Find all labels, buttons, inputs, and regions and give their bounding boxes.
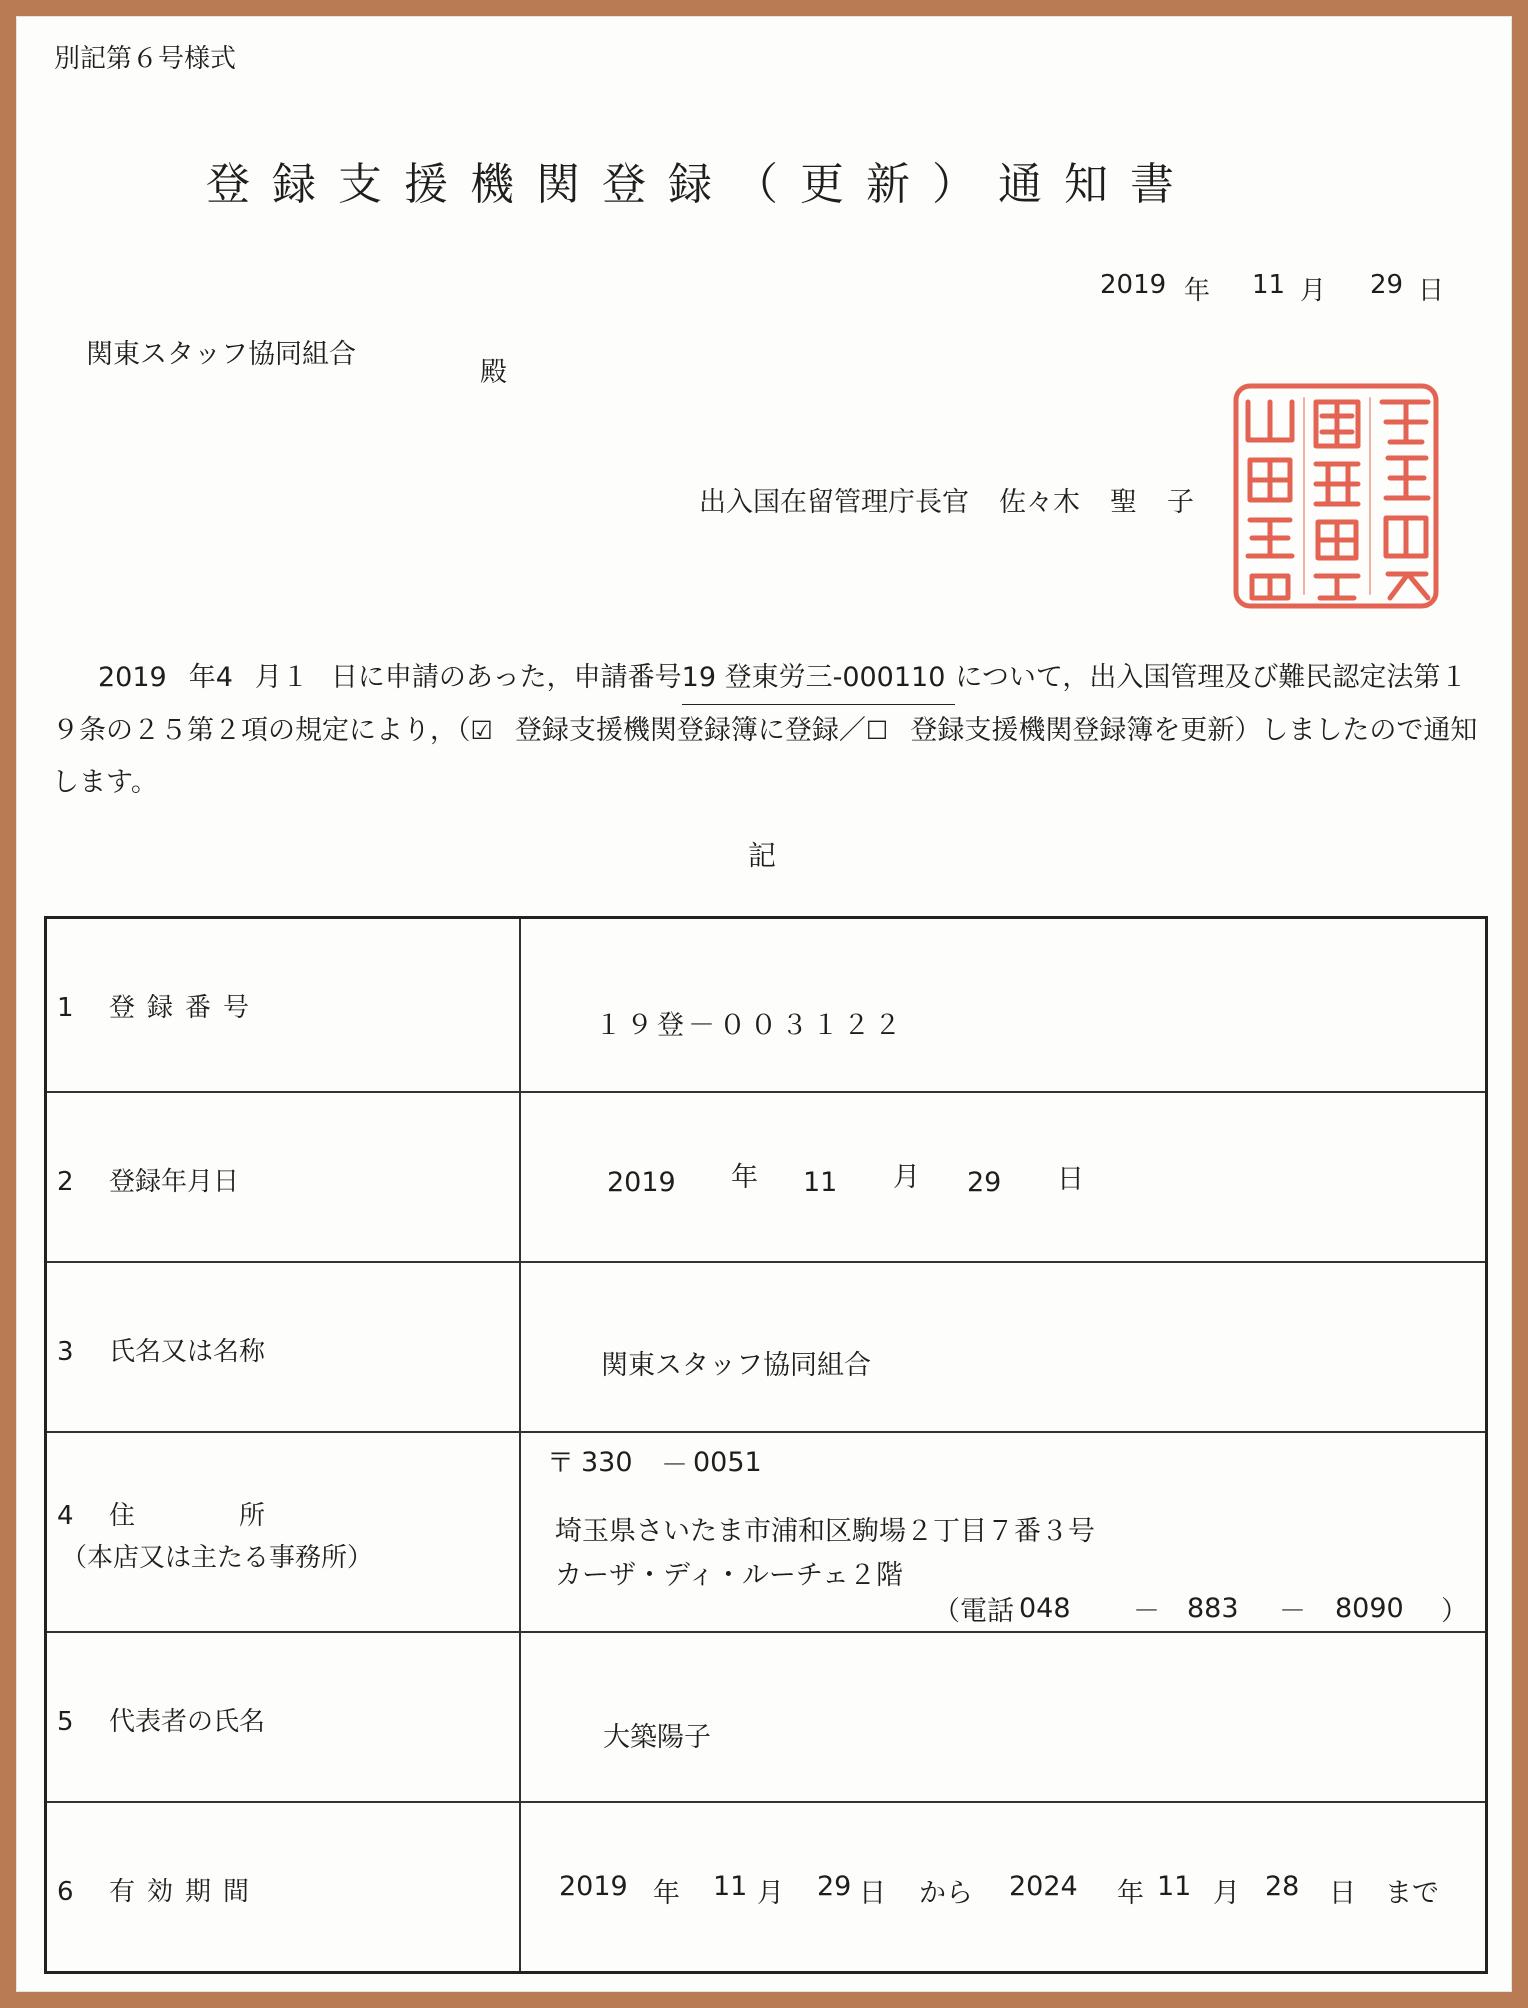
checkbox-renew-empty: ☐: [865, 716, 889, 745]
details-table: [44, 916, 1488, 1974]
application-day: １: [281, 662, 309, 693]
sender-given-name-2: 子: [1167, 487, 1194, 518]
ki-heading: 記: [748, 839, 777, 872]
validity-from-month: 11: [713, 1871, 748, 1902]
issue-day-unit: 日: [1418, 276, 1445, 306]
application-number: 19 登東労三-000110: [682, 652, 956, 705]
issue-year-unit: 年: [1184, 276, 1211, 306]
sender-given-name-1: 聖: [1110, 487, 1137, 518]
row-label: 1 登録番号: [57, 993, 262, 1023]
table-row-registration-date: [47, 1091, 1485, 1261]
address-line-1: 埼玉県さいたま市浦和区駒場２丁目７番３号: [555, 1516, 1095, 1547]
validity-to-year: 2024: [1009, 1871, 1078, 1902]
issue-year: 2019: [1100, 270, 1167, 300]
application-year: 2019: [98, 662, 167, 693]
registration-date-day-unit: 日: [1057, 1164, 1084, 1195]
row-label: 5 代表者の氏名: [57, 1707, 266, 1737]
validity-from-year-unit: 年: [653, 1878, 680, 1909]
body-text-middle: について，出入国管理及び難民認定法第１９条の２５第２項の規定により，（: [52, 662, 1468, 746]
validity-to-year-unit: 年: [1117, 1878, 1144, 1909]
table-row-name: [47, 1261, 1485, 1431]
telephone-number-1: 883: [1187, 1593, 1239, 1624]
row-label: 6 有効期間: [57, 1877, 262, 1907]
address-line-2: カーザ・ディ・ルーチェ２階: [555, 1560, 904, 1591]
addressee-name: 関東スタッフ協同組合: [86, 339, 356, 370]
validity-from-day-unit: 日: [859, 1878, 886, 1909]
validity-to-day: 28: [1265, 1871, 1300, 1902]
option-register: 登録支援機関登録簿に登録／: [514, 715, 866, 746]
addressee-honorific: 殿: [480, 357, 507, 388]
validity-to-month: 11: [1157, 1871, 1192, 1902]
postal-code-1: 330: [581, 1447, 633, 1478]
validity-from-label: から: [919, 1878, 973, 1909]
document-title: 登録支援機関登録（更新）通知書: [206, 159, 1196, 210]
checkbox-register-checked: ☑: [470, 716, 493, 745]
sender-family-name: 佐々木: [999, 487, 1080, 518]
row-label: 3 氏名又は名称: [57, 1337, 266, 1367]
sender-title: 出入国在留管理庁長官: [699, 487, 969, 518]
row-label: 2 登録年月日: [57, 1167, 240, 1197]
registration-date-year: 2019: [607, 1167, 676, 1198]
registration-date-month-unit: 月: [893, 1162, 920, 1193]
issue-day: 29: [1370, 270, 1404, 300]
organization-name-value: 関東スタッフ協同組合: [601, 1350, 871, 1381]
validity-from-month-unit: 月: [757, 1878, 784, 1909]
registration-number-value: １９登－００３１２２: [595, 1010, 905, 1041]
postal-mark: 〒: [547, 1448, 574, 1479]
application-month: 4: [215, 662, 233, 693]
sender-line: [699, 480, 1194, 519]
application-day-unit: 日に申請のあった，申請番号: [330, 662, 682, 693]
registration-date-day: 29: [967, 1167, 1002, 1198]
telephone-dash-2: －: [1279, 1596, 1306, 1627]
official-seal-stamp: [1230, 380, 1442, 612]
validity-from-year: 2019: [559, 1871, 628, 1902]
application-year-unit: 年: [188, 662, 216, 693]
table-row-registration-number: [47, 919, 1485, 1091]
notification-body: [52, 652, 1488, 809]
table-row-address: [47, 1431, 1485, 1631]
row-sublabel: （本店又は主たる事務所）: [61, 1543, 374, 1573]
validity-to-month-unit: 月: [1213, 1878, 1240, 1909]
application-month-unit: 月: [254, 662, 282, 693]
table-row-representative: [47, 1631, 1485, 1801]
document-page: [16, 16, 1512, 1992]
telephone-label: （電話: [933, 1596, 1014, 1627]
option-renew: 登録支援機関登録簿を更新）しましたので通知します。: [52, 715, 1478, 798]
telephone-area-code: 048: [1019, 1593, 1071, 1624]
validity-to-day-unit: 日: [1329, 1878, 1356, 1909]
validity-until-label: まで: [1385, 1878, 1439, 1909]
validity-from-day: 29: [817, 1871, 852, 1902]
registration-date-year-unit: 年: [731, 1162, 758, 1193]
telephone-close: ）: [1441, 1596, 1468, 1627]
registration-date-month: 11: [803, 1167, 838, 1198]
postal-dash: －: [661, 1450, 688, 1481]
form-number: 別記第６号様式: [54, 44, 237, 74]
telephone-dash-1: －: [1133, 1596, 1160, 1627]
postal-code-2: 0051: [693, 1447, 762, 1478]
telephone-number-2: 8090: [1335, 1593, 1404, 1624]
issue-month: 11: [1252, 270, 1286, 300]
row-label: 4 住 所: [57, 1501, 266, 1531]
issue-month-unit: 月: [1300, 276, 1327, 306]
representative-name-value: 大築陽子: [603, 1722, 711, 1753]
table-row-validity: [47, 1801, 1485, 1971]
